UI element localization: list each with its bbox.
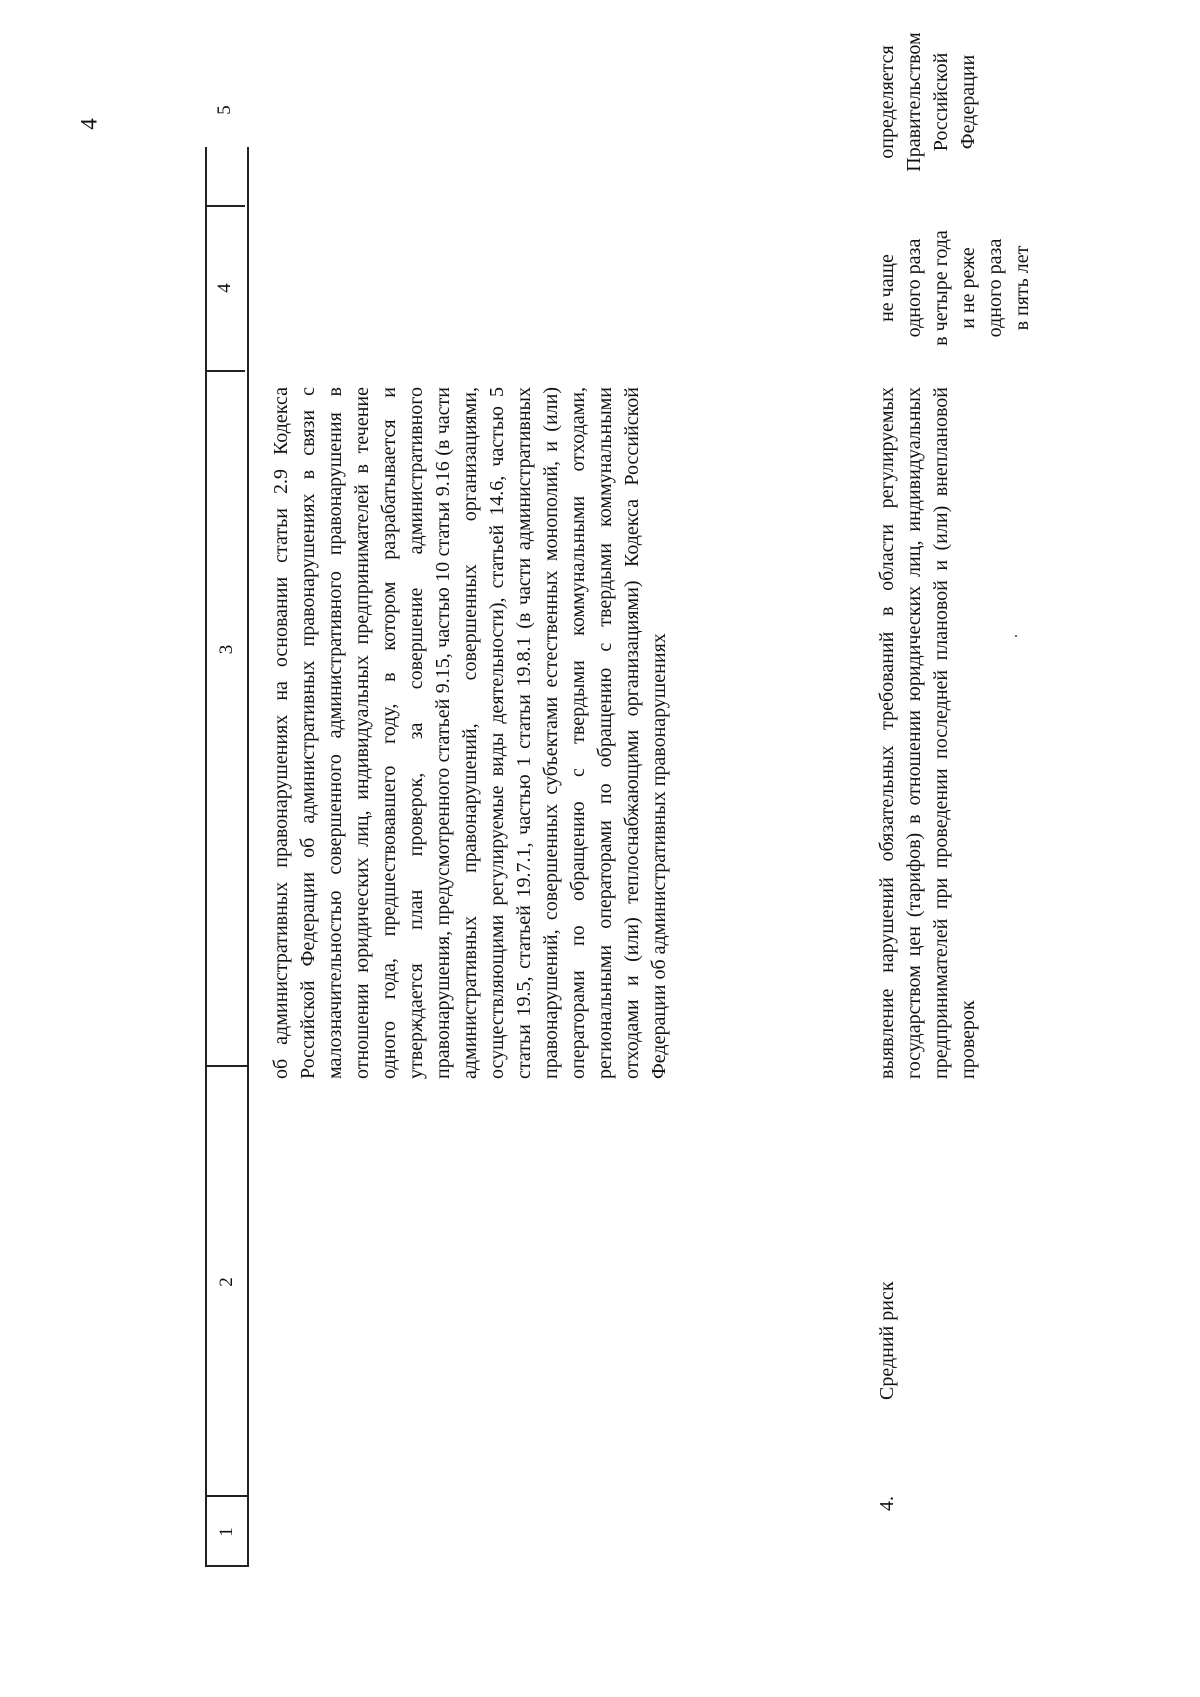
term-line: Правительством <box>903 32 925 172</box>
header-col-4: 4 <box>214 283 235 293</box>
frequency-line: одного раза <box>903 238 925 338</box>
frequency-line: в пять лет <box>1011 245 1033 331</box>
scan-speck <box>1015 635 1017 637</box>
term-line: Российской <box>930 52 952 152</box>
column-divider <box>205 370 245 372</box>
continuation-criteria-text: об административных правонарушениях на основании статьи 2.9 Кодекса Российской Федерации об административных правонарушениях в связи с малозначительностью совершенного административного правонарушения в отношении юридических лиц, индивидуальных предпринимателей в течение одного года, предшествовавшего году, в котором разрабатывается и утверждается план проверок, за совершение административного правонарушения, предусмотренного статьей 9.15, частью 10 статьи 9.16 (в части административных правонарушений, совершенных организациями, осуществляющими регулируемые виды деятельности), статьей 14.6, частью 5 статьи 19.5, статьей 19.7.1, частью 1 статьи 19.8.1 (в части административных правонарушений, совершенных субъектами естественных монополий, и (или) операторами по обращению с твердыми коммунальными отходами, региональными операторами по обращению с твердыми коммунальными отходами и (или) теплоснабжающими организациями) Кодекса Российской Федерации об административных правонарушениях <box>270 387 670 1079</box>
header-col-1: 1 <box>216 1527 237 1537</box>
term-definition <box>874 17 982 187</box>
frequency-line: в четыре года <box>930 230 952 346</box>
table-left-rule <box>205 1565 249 1567</box>
risk-category: Средний риск <box>876 1281 898 1400</box>
column-divider <box>205 205 245 207</box>
term-line: определяется <box>876 45 898 159</box>
header-col-2: 2 <box>216 1277 237 1287</box>
header-col-5: 5 <box>214 105 235 115</box>
criteria-text: выявление нарушений обязательных требований в области регулируемых государством цен (тарифов) в отношении юридических лиц, индивидуальных предпринимателей при проведении последней плановой и (или) внеплановой проверок <box>876 387 979 1079</box>
page-number: 4 <box>76 118 102 130</box>
row-number: 4. <box>876 1496 898 1511</box>
term-line: Федерации <box>957 54 979 150</box>
frequency-line: не чаще <box>876 254 898 322</box>
inspection-frequency <box>874 207 1036 369</box>
header-col-3: 3 <box>216 644 237 655</box>
frequency-line: одного раза <box>984 238 1006 338</box>
frequency-line: и не реже <box>957 247 979 329</box>
